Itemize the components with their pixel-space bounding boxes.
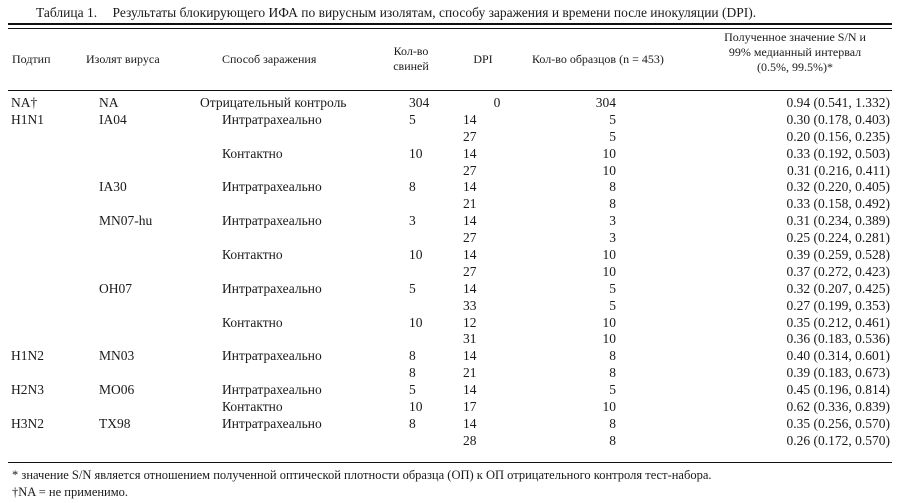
table-row — [0, 195, 901, 212]
cell-dpi: 27 — [463, 128, 477, 144]
cell-route: Интратрахеально — [222, 348, 322, 364]
cell-sn: 0.35 (0.256, 0.570) — [786, 415, 890, 431]
header-sn — [700, 30, 890, 75]
table-row — [0, 128, 901, 145]
cell-dpi: 17 — [463, 399, 477, 415]
table-row — [0, 347, 901, 364]
header-rule — [8, 90, 892, 91]
table-row — [0, 314, 901, 331]
cell-sn: 0.32 (0.207, 0.425) — [786, 280, 890, 296]
table-row — [0, 415, 901, 432]
cell-isolate: MO06 — [99, 382, 135, 398]
cell-route: Контактно — [222, 399, 283, 415]
table-row — [0, 111, 901, 128]
cell-sn: 0.94 (0.541, 1.332) — [786, 95, 890, 110]
cell-route: Интратрахеально — [222, 415, 322, 431]
header-pigs-line2: свиней — [393, 59, 429, 73]
cell-dpi: 27 — [463, 162, 477, 178]
cell-samples: 8 — [609, 432, 616, 448]
cell-dpi: 27 — [463, 230, 477, 246]
cell-dpi: 21 — [463, 196, 477, 212]
cell-samples: 8 — [609, 179, 616, 195]
cell-isolate: IA30 — [99, 179, 127, 195]
table-row — [0, 178, 901, 195]
cell-samples: 5 — [609, 297, 616, 313]
cell-isolate: MN03 — [99, 348, 135, 364]
cell-route: Контактно — [222, 314, 283, 330]
table-row — [0, 381, 901, 398]
cell-samples: 10 — [602, 162, 616, 178]
cell-sn: 0.36 (0.183, 0.536) — [786, 331, 890, 347]
cell-sn: 0.45 (0.196, 0.814) — [786, 382, 890, 398]
table-row — [0, 330, 901, 347]
cell-pigs: 8 — [409, 348, 416, 364]
cell-pigs: 304 — [409, 95, 430, 110]
cell-pigs: 5 — [409, 382, 416, 398]
table-caption — [36, 5, 756, 21]
cell-dpi: 14 — [463, 280, 477, 296]
cell-route: Отрицательный контроль — [200, 95, 347, 110]
cell-sn: 0.26 (0.172, 0.570) — [786, 432, 890, 448]
cell-subtype: H2N3 — [11, 382, 44, 398]
cell-sn: 0.39 (0.183, 0.673) — [786, 365, 890, 381]
cell-isolate: TX98 — [99, 415, 131, 431]
cell-sn: 0.27 (0.199, 0.353) — [786, 297, 890, 313]
cell-route: Интратрахеально — [222, 280, 322, 296]
cell-sn: 0.20 (0.156, 0.235) — [786, 128, 890, 144]
cell-samples: 5 — [609, 111, 616, 127]
cell-pigs: 10 — [409, 399, 423, 415]
cell-isolate: MN07-hu — [99, 213, 153, 229]
cell-subtype: H1N1 — [11, 111, 44, 127]
header-route: Способ заражения — [222, 52, 317, 66]
cell-dpi: 21 — [463, 365, 477, 381]
table-row — [0, 263, 901, 280]
cell-dpi: 14 — [463, 382, 477, 398]
cell-samples: 10 — [602, 399, 616, 415]
bottom-rule — [8, 462, 892, 463]
cell-sn: 0.35 (0.212, 0.461) — [786, 314, 890, 330]
cell-pigs: 10 — [409, 145, 423, 161]
cell-samples: 8 — [609, 365, 616, 381]
cell-pigs: 10 — [409, 247, 423, 263]
table-body — [0, 94, 901, 449]
cell-samples: 10 — [602, 247, 616, 263]
cell-sn: 0.30 (0.178, 0.403) — [786, 111, 890, 127]
cell-route: Интратрахеально — [222, 179, 322, 195]
table-row — [0, 162, 901, 179]
table-row — [0, 229, 901, 246]
cell-samples: 8 — [609, 348, 616, 364]
table-row — [0, 432, 901, 449]
cell-samples: 5 — [609, 128, 616, 144]
table-row — [0, 145, 901, 162]
cell-samples: 10 — [602, 263, 616, 279]
cell-samples: 5 — [609, 280, 616, 296]
cell-samples: 8 — [609, 415, 616, 431]
table-row — [0, 280, 901, 297]
cell-pigs: 8 — [409, 179, 416, 195]
footnote-na: †NA = не применимо. — [12, 485, 129, 499]
header-sn-line1: Полученное значение S/N и — [724, 30, 866, 44]
cell-sn: 0.31 (0.234, 0.389) — [786, 213, 890, 229]
header-sn-line3: (0.5%, 99.5%)* — [757, 60, 833, 74]
cell-samples: 10 — [602, 145, 616, 161]
header-dpi: DPI — [473, 52, 493, 66]
cell-dpi: 12 — [463, 314, 477, 330]
cell-dpi: 14 — [463, 415, 477, 431]
header-samples: Кол-во образцов (n = 453) — [532, 52, 664, 66]
cell-samples: 10 — [602, 331, 616, 347]
cell-sn: 0.32 (0.220, 0.405) — [786, 179, 890, 195]
cell-sn: 0.25 (0.224, 0.281) — [786, 230, 890, 246]
cell-dpi: 14 — [463, 145, 477, 161]
cell-samples: 8 — [609, 196, 616, 212]
cell-samples: 3 — [609, 213, 616, 229]
cell-dpi: 14 — [463, 247, 477, 263]
header-isolate: Изолят вируса — [86, 52, 160, 66]
cell-sn: 0.37 (0.272, 0.423) — [786, 263, 890, 279]
table-title: Результаты блокирующего ИФА по вирусным изолятам, способу заражения и времени после инокуляции (DPI). — [112, 5, 757, 20]
cell-dpi: 31 — [463, 331, 477, 347]
cell-pigs: 5 — [409, 111, 416, 127]
table-row — [0, 246, 901, 263]
cell-pigs: 3 — [409, 213, 416, 229]
cell-route: Контактно — [222, 145, 283, 161]
cell-sn: 0.62 (0.336, 0.839) — [786, 399, 890, 415]
cell-samples: 10 — [602, 314, 616, 330]
cell-subtype: NA† — [11, 95, 38, 110]
table-row — [0, 364, 901, 381]
table-row — [0, 398, 901, 415]
cell-isolate: IA04 — [99, 111, 127, 127]
cell-subtype: H1N2 — [11, 348, 44, 364]
footnotes — [12, 467, 712, 501]
cell-sn: 0.40 (0.314, 0.601) — [786, 348, 890, 364]
header-pigs-line1: Кол-во — [393, 44, 429, 58]
footnote-sn: * значение S/N является отношением полученной оптической плотности образца (ОП) к ОП отрицательного контроля тест-набора. — [12, 468, 712, 482]
table-row — [0, 297, 901, 314]
cell-dpi: 14 — [463, 179, 477, 195]
cell-route: Интратрахеально — [222, 382, 322, 398]
cell-dpi: 0 — [493, 95, 501, 110]
cell-pigs: 8 — [409, 365, 416, 381]
cell-dpi: 14 — [463, 111, 477, 127]
cell-route: Контактно — [222, 247, 283, 263]
cell-samples: 3 — [609, 230, 616, 246]
cell-dpi: 14 — [463, 348, 477, 364]
cell-route: Интратрахеально — [222, 111, 322, 127]
top-rule-thick — [8, 23, 892, 25]
cell-pigs: 5 — [409, 280, 416, 296]
header-pigs — [386, 44, 436, 74]
cell-subtype: H3N2 — [11, 415, 44, 431]
cell-dpi: 28 — [463, 432, 477, 448]
cell-dpi: 33 — [463, 297, 477, 313]
cell-samples: 304 — [595, 95, 616, 110]
cell-pigs: 8 — [409, 415, 416, 431]
cell-sn: 0.33 (0.192, 0.503) — [786, 145, 890, 161]
cell-isolate: NA — [99, 95, 119, 110]
cell-sn: 0.33 (0.158, 0.492) — [786, 196, 890, 212]
top-rule-thin — [8, 28, 892, 29]
cell-route: Интратрахеально — [222, 213, 322, 229]
cell-dpi: 14 — [463, 213, 477, 229]
table-row — [0, 94, 901, 111]
table-number: Таблица 1. — [36, 5, 98, 20]
cell-sn: 0.31 (0.216, 0.411) — [787, 162, 890, 178]
cell-isolate: OH07 — [99, 280, 132, 296]
header-sn-line2: 99% медианный интервал — [728, 45, 862, 59]
cell-samples: 5 — [609, 382, 616, 398]
cell-dpi: 27 — [463, 263, 477, 279]
table-row — [0, 212, 901, 229]
cell-pigs: 10 — [409, 314, 423, 330]
cell-sn: 0.39 (0.259, 0.528) — [786, 247, 890, 263]
header-subtype: Подтип — [12, 52, 51, 66]
